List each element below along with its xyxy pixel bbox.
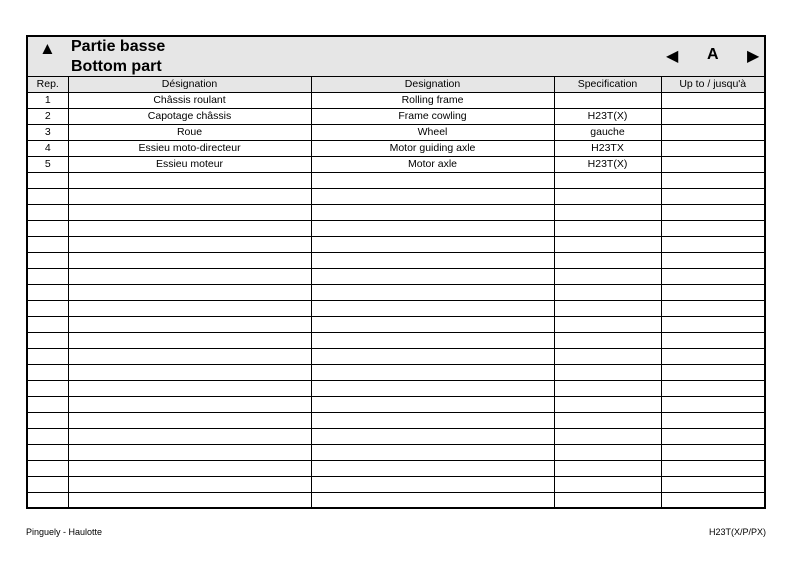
cell-rep (28, 269, 68, 285)
table-row-empty (28, 253, 764, 269)
cell-rep (28, 413, 68, 429)
table-row-empty (28, 205, 764, 221)
cell-designation-fr (68, 189, 311, 205)
cell-designation-fr (68, 269, 311, 285)
right-triangle-icon[interactable]: ▶ (747, 48, 760, 65)
section-letter: A (707, 46, 719, 63)
table-row-empty (28, 381, 764, 397)
table-row-empty (28, 461, 764, 477)
cell-up-to (661, 317, 764, 333)
footer-model: H23T(X/P/PX) (708, 527, 766, 537)
cell-designation-en (311, 493, 554, 509)
cell-specification (554, 493, 661, 509)
cell-specification (554, 317, 661, 333)
cell-rep (28, 429, 68, 445)
cell-up-to (661, 333, 764, 349)
table-row-empty (28, 493, 764, 509)
table-row-empty (28, 189, 764, 205)
cell-up-to (661, 173, 764, 189)
table-row-empty (28, 413, 764, 429)
cell-specification (554, 221, 661, 237)
cell-specification (554, 445, 661, 461)
cell-specification (554, 237, 661, 253)
cell-designation-fr (68, 397, 311, 413)
cell-up-to (661, 461, 764, 477)
cell-designation-fr: Essieu moteur (68, 157, 311, 173)
table-row-empty (28, 365, 764, 381)
cell-rep: 2 (28, 109, 68, 125)
cell-designation-en: Frame cowling (311, 109, 554, 125)
cell-up-to (661, 141, 764, 157)
cell-rep (28, 301, 68, 317)
table-row-empty (28, 429, 764, 445)
cell-designation-en (311, 317, 554, 333)
cell-designation-fr (68, 381, 311, 397)
cell-designation-en (311, 221, 554, 237)
table-row-empty (28, 285, 764, 301)
cell-up-to (661, 493, 764, 509)
cell-up-to (661, 157, 764, 173)
cell-designation-fr (68, 301, 311, 317)
cell-designation-fr (68, 445, 311, 461)
cell-designation-en (311, 461, 554, 477)
cell-specification (554, 397, 661, 413)
table-row (28, 125, 764, 141)
cell-rep (28, 461, 68, 477)
cell-designation-fr (68, 333, 311, 349)
cell-rep (28, 189, 68, 205)
cell-designation-en: Motor guiding axle (311, 141, 554, 157)
cell-designation-en (311, 189, 554, 205)
cell-rep (28, 173, 68, 189)
table-row (28, 141, 764, 157)
cell-designation-en (311, 365, 554, 381)
cell-rep (28, 205, 68, 221)
cell-specification (554, 381, 661, 397)
cell-up-to (661, 413, 764, 429)
cell-rep (28, 253, 68, 269)
table-row-empty (28, 269, 764, 285)
cell-up-to (661, 477, 764, 493)
table-row (28, 157, 764, 173)
cell-specification: gauche (554, 125, 661, 141)
table-row-empty (28, 477, 764, 493)
cell-rep: 1 (28, 93, 68, 109)
cell-rep (28, 381, 68, 397)
cell-rep (28, 445, 68, 461)
cell-designation-fr (68, 205, 311, 221)
cell-designation-fr (68, 493, 311, 509)
cell-designation-fr (68, 477, 311, 493)
cell-designation-en: Motor axle (311, 157, 554, 173)
cell-up-to (661, 189, 764, 205)
cell-designation-fr (68, 413, 311, 429)
cell-designation-en (311, 285, 554, 301)
cell-specification (554, 93, 661, 109)
cell-specification (554, 333, 661, 349)
cell-designation-en (311, 253, 554, 269)
cell-specification (554, 253, 661, 269)
cell-specification (554, 173, 661, 189)
cell-designation-en (311, 397, 554, 413)
table-row-empty (28, 173, 764, 189)
cell-up-to (661, 125, 764, 141)
cell-rep: 3 (28, 125, 68, 141)
cell-rep (28, 317, 68, 333)
cell-designation-en (311, 269, 554, 285)
cell-rep (28, 285, 68, 301)
cell-rep: 5 (28, 157, 68, 173)
cell-designation-en (311, 205, 554, 221)
cell-specification (554, 413, 661, 429)
cell-up-to (661, 253, 764, 269)
cell-specification (554, 365, 661, 381)
cell-designation-en (311, 381, 554, 397)
table-row (28, 93, 764, 109)
col-header-specification: Specification (554, 77, 661, 93)
cell-designation-en: Rolling frame (311, 93, 554, 109)
cell-rep (28, 477, 68, 493)
table-row (28, 109, 764, 125)
table-row-empty (28, 333, 764, 349)
cell-up-to (661, 285, 764, 301)
cell-designation-fr (68, 253, 311, 269)
cell-up-to (661, 381, 764, 397)
cell-up-to (661, 301, 764, 317)
cell-specification (554, 269, 661, 285)
cell-designation-fr (68, 173, 311, 189)
cell-rep (28, 493, 68, 509)
col-header-rep: Rep. (28, 77, 68, 93)
sheet-header (28, 37, 764, 77)
cell-designation-fr: Châssis roulant (68, 93, 311, 109)
cell-designation-en (311, 413, 554, 429)
cell-designation-fr (68, 429, 311, 445)
col-header-designation-fr: Désignation (68, 77, 311, 93)
cell-up-to (661, 397, 764, 413)
cell-designation-fr (68, 285, 311, 301)
cell-up-to (661, 445, 764, 461)
cell-designation-fr: Essieu moto-directeur (68, 141, 311, 157)
cell-designation-en (311, 301, 554, 317)
cell-designation-fr (68, 221, 311, 237)
parts-sheet (26, 35, 766, 509)
cell-designation-en (311, 173, 554, 189)
cell-designation-fr: Roue (68, 125, 311, 141)
left-triangle-icon[interactable]: ◀ (666, 48, 679, 65)
cell-specification: H23T(X) (554, 109, 661, 125)
cell-specification (554, 205, 661, 221)
col-header-up-to: Up to / jusqu'à (661, 77, 764, 93)
cell-up-to (661, 109, 764, 125)
cell-designation-fr: Capotage châssis (68, 109, 311, 125)
cell-designation-en (311, 333, 554, 349)
cell-rep (28, 237, 68, 253)
cell-specification (554, 429, 661, 445)
cell-specification (554, 285, 661, 301)
cell-specification (554, 301, 661, 317)
cell-up-to (661, 269, 764, 285)
cell-up-to (661, 237, 764, 253)
cell-designation-en: Wheel (311, 125, 554, 141)
cell-rep (28, 349, 68, 365)
cell-designation-en (311, 477, 554, 493)
cell-specification (554, 189, 661, 205)
cell-rep: 4 (28, 141, 68, 157)
cell-specification (554, 349, 661, 365)
cell-rep (28, 397, 68, 413)
table-row-empty (28, 237, 764, 253)
cell-designation-en (311, 237, 554, 253)
title-english: Bottom part (71, 58, 162, 75)
cell-up-to (661, 429, 764, 445)
parts-table (28, 77, 764, 508)
cell-rep (28, 365, 68, 381)
up-triangle-icon[interactable]: ▲ (39, 39, 56, 58)
table-row-empty (28, 397, 764, 413)
cell-up-to (661, 93, 764, 109)
cell-designation-fr (68, 461, 311, 477)
table-row-empty (28, 349, 764, 365)
cell-designation-fr (68, 317, 311, 333)
footer-manufacturer: Pinguely - Haulotte (26, 527, 103, 537)
cell-specification: H23TX (554, 141, 661, 157)
cell-designation-fr (68, 349, 311, 365)
cell-designation-fr (68, 365, 311, 381)
cell-up-to (661, 365, 764, 381)
table-row-empty (28, 221, 764, 237)
cell-up-to (661, 205, 764, 221)
cell-up-to (661, 349, 764, 365)
cell-up-to (661, 221, 764, 237)
cell-rep (28, 221, 68, 237)
cell-specification (554, 477, 661, 493)
cell-rep (28, 333, 68, 349)
cell-specification (554, 461, 661, 477)
cell-designation-en (311, 349, 554, 365)
title-french: Partie basse (71, 38, 166, 55)
table-header-row (28, 77, 764, 93)
table-row-empty (28, 445, 764, 461)
table-row-empty (28, 301, 764, 317)
cell-designation-en (311, 429, 554, 445)
col-header-designation-en: Designation (311, 77, 554, 93)
table-row-empty (28, 317, 764, 333)
cell-designation-fr (68, 237, 311, 253)
cell-specification: H23T(X) (554, 157, 661, 173)
cell-designation-en (311, 445, 554, 461)
